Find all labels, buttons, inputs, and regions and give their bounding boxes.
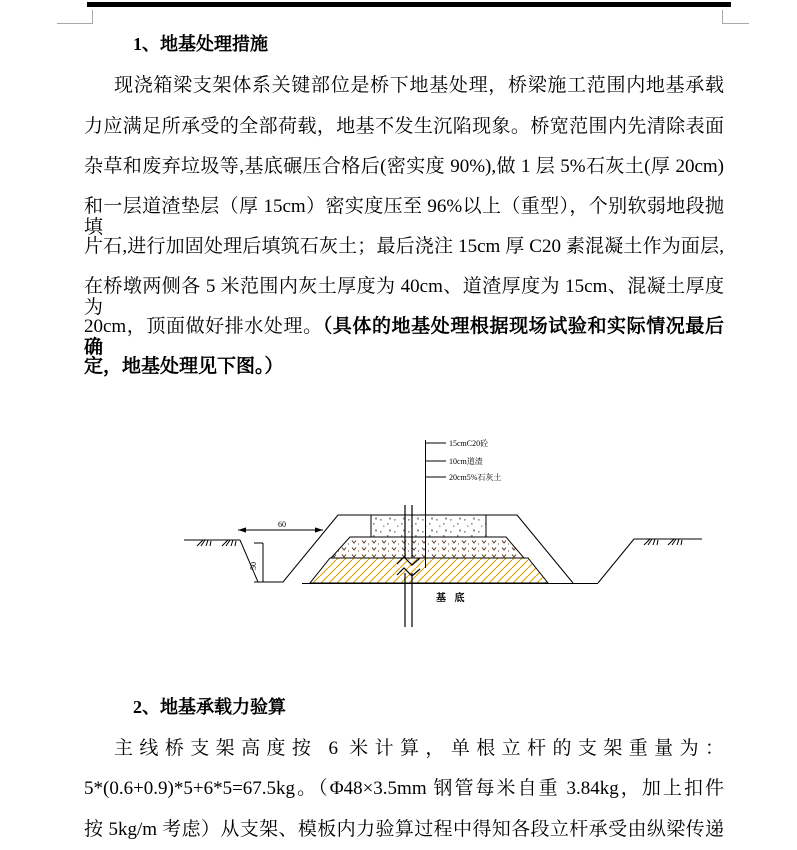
line-bold-text: （具体的地基处理根据现场试验和实际情况最后确 — [84, 316, 724, 358]
ditch-width-label: 60 — [278, 520, 286, 529]
margin-cropmark-top-left — [57, 10, 93, 24]
paragraph-line — [84, 316, 724, 358]
grass-tuft — [222, 540, 236, 546]
grass-tuft — [644, 539, 658, 545]
lime-soil-layer — [310, 558, 548, 583]
base-label: 基 底 — [436, 593, 468, 604]
ballast-layer — [331, 537, 524, 558]
layer-label-lime-soil: 20cm5%石灰土 — [449, 473, 502, 482]
paragraph-line: 在桥墩两侧各 5 米范围内灰土厚度为 40cm、道渣厚度为 15cm、混凝土厚度为 — [84, 276, 724, 318]
paragraph-line: 和一层道渣垫层（厚 15cm）密实度压至 96%以上（重型），个别软弱地段抛填 — [84, 196, 724, 238]
right-ditch-slope — [598, 539, 634, 583]
paragraph-line: 按 5kg/m 考虑）从支架、模板内力验算过程中得知各段立杆承受由纵梁传递 — [84, 819, 724, 840]
paragraph-line: 现浇箱梁支架体系关键部位是桥下地基处理，桥梁施工范围内地基承载 — [114, 75, 724, 96]
layer-label-ballast: 10cm道渣 — [449, 457, 483, 466]
margin-cropmark-top-right — [722, 10, 749, 24]
paragraph-line: 杂草和废弃垃圾等,基底碾压合格后(密实度 90%),做 1 层 5%石灰土(厚 20cm) — [84, 156, 724, 177]
section2-heading: 2、地基承载力验算 — [133, 697, 286, 717]
paragraph-line: 力应满足所承受的全部荷载，地基不发生沉陷现象。桥宽范围内先清除表面 — [84, 116, 724, 137]
paragraph-line: 定，地基处理见下图。） — [84, 356, 284, 377]
ditch-depth-label: 50 — [249, 562, 258, 570]
foundation-treatment-diagram — [180, 420, 710, 635]
paragraph-line: 5*(0.6+0.9)*5+6*5=67.5kg。（Φ48×3.5mm 钢管每米自重 3.84kg，加上扣件 — [84, 778, 724, 799]
dimension-arrow-left — [238, 527, 246, 532]
line-regular-text: 20cm，顶面做好排水处理。 — [84, 316, 323, 337]
grass-tuft — [197, 540, 211, 546]
grass-tuft — [668, 539, 682, 545]
section1-heading: 1、地基处理措施 — [133, 34, 268, 54]
dimension-arrow-right — [315, 527, 323, 532]
paragraph-line: 片石,进行加固处理后填筑石灰土；最后浇注 15cm 厚 C20 素混凝土作为面层, — [84, 236, 724, 257]
layer-label-c20: 15cmC20砼 — [449, 439, 489, 448]
paragraph-line: 主线桥支架高度按 6 米计算，单根立杆的支架重量为： — [114, 738, 724, 759]
page-top-border — [87, 2, 731, 7]
c20-concrete-layer — [371, 515, 486, 537]
